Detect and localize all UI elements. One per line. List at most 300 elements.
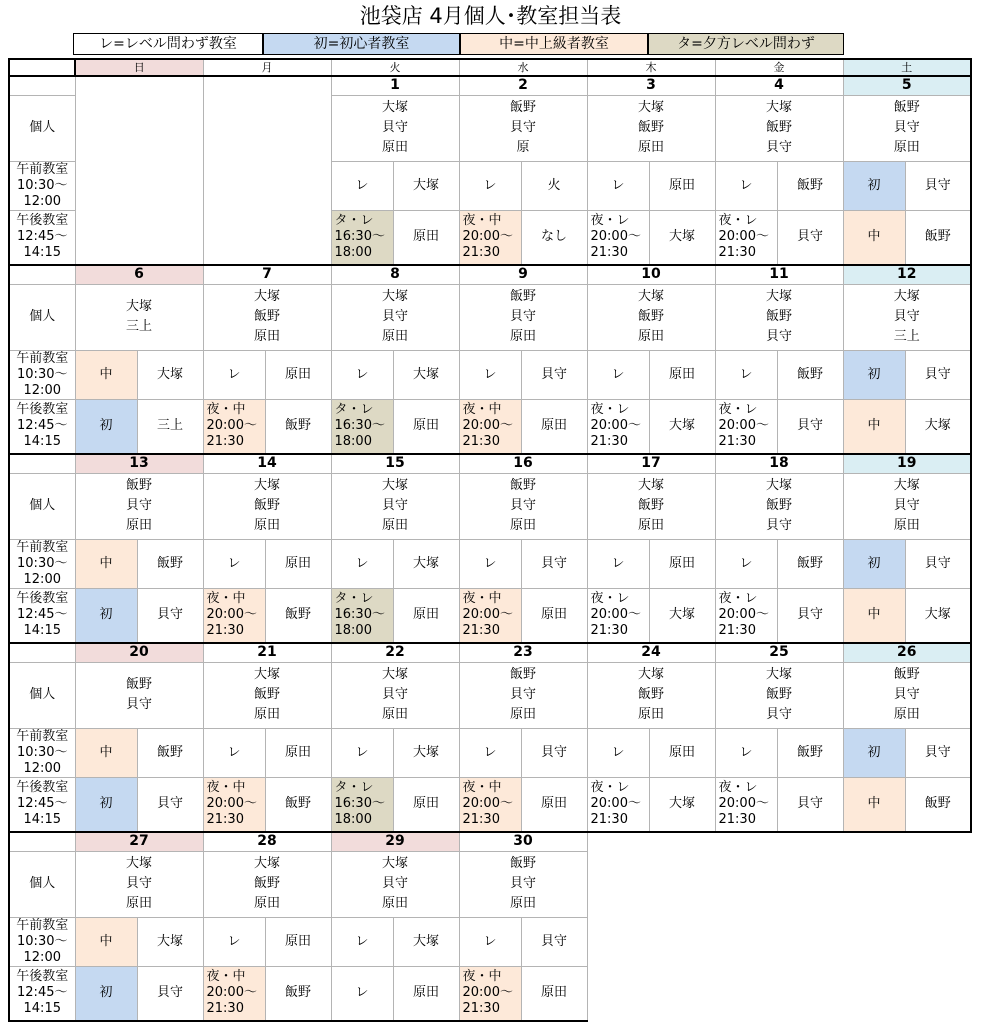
am-class-teacher: 大塚 — [137, 917, 203, 966]
date-number: 28 — [203, 832, 331, 851]
text-line: 原田 — [381, 518, 408, 533]
label-pm-time2: 14:15 — [23, 245, 61, 261]
text-line: 大塚 — [765, 289, 792, 304]
am-class-code: 初 — [843, 161, 905, 210]
week-5-numrow — [9, 832, 971, 851]
pm-class-teacher: 大塚 — [649, 588, 715, 643]
pm-class-teacher: 三上 — [137, 399, 203, 454]
label-pm-time2: 14:15 — [23, 1001, 61, 1017]
am-class-code: レ — [459, 728, 521, 777]
text-line: 夜・レ — [718, 591, 758, 607]
label-am-time1: 10:30～ — [17, 177, 68, 193]
pm-class-teacher: 原田 — [521, 399, 587, 454]
text-line: 貝守 — [765, 518, 792, 533]
weekday-header-row — [9, 59, 971, 76]
am-class-teacher: 原田 — [265, 917, 331, 966]
pm-class-teacher: 大塚 — [649, 777, 715, 832]
am-class-teacher: 飯野 — [777, 350, 843, 399]
week-5-pmrow — [9, 966, 971, 1021]
am-class-code: 初 — [843, 728, 905, 777]
empty-cell — [843, 917, 971, 966]
date-number: 27 — [75, 832, 203, 851]
personal-staff — [331, 95, 459, 161]
date-number: 18 — [715, 454, 843, 473]
text-line: 夜・中 — [206, 780, 246, 796]
text-line: 貝守 — [765, 707, 792, 722]
date-number: 5 — [843, 76, 971, 95]
personal-staff — [715, 662, 843, 728]
am-class-teacher: 大塚 — [393, 917, 459, 966]
text-line: 大塚 — [765, 100, 792, 115]
text-line: 原田 — [637, 707, 664, 722]
label-personal: 個人 — [9, 851, 75, 917]
text-line: 21:30 — [462, 1001, 500, 1017]
am-class-teacher: 貝守 — [905, 350, 971, 399]
empty-cell — [715, 966, 843, 1021]
label-am-time1: 10:30～ — [17, 366, 68, 382]
pm-class-teacher: 飯野 — [265, 777, 331, 832]
am-class-code: レ — [203, 917, 265, 966]
empty-cell — [587, 851, 715, 917]
date-number: 15 — [331, 454, 459, 473]
text-line: 夜・中 — [206, 402, 246, 418]
personal-staff — [203, 851, 331, 917]
am-class-teacher: 原田 — [265, 728, 331, 777]
text-line: 貝守 — [893, 498, 920, 513]
am-class-teacher: 大塚 — [137, 350, 203, 399]
text-line: 大塚 — [637, 478, 664, 493]
text-line: 飯野 — [637, 687, 664, 702]
personal-staff — [75, 662, 203, 728]
label-am-time2: 12:00 — [23, 760, 61, 776]
am-class-teacher: 貝守 — [521, 728, 587, 777]
week-2-perrow — [9, 284, 971, 350]
am-class-code: 初 — [843, 539, 905, 588]
text-line: 20:00～ — [718, 796, 769, 812]
pm-class-teacher: 原田 — [521, 588, 587, 643]
text-line: 21:30 — [718, 245, 756, 261]
legend-beginner: 初=初心者教室 — [263, 33, 460, 55]
text-line: 大塚 — [893, 289, 920, 304]
label-pm-title: 午後教室 — [16, 213, 69, 229]
label-am-time2: 12:00 — [23, 949, 61, 965]
text-line: 大塚 — [637, 667, 664, 682]
label-am-title: 午前教室 — [16, 161, 69, 177]
empty-cell — [843, 966, 971, 1021]
empty-day-cell — [203, 76, 331, 265]
text-line: 飯野 — [765, 309, 792, 324]
text-line: 原田 — [637, 329, 664, 344]
am-class-code: レ — [715, 539, 777, 588]
text-line: 原田 — [253, 518, 280, 533]
pm-class-code — [459, 399, 521, 454]
text-line: 大塚 — [893, 478, 920, 493]
text-line: 夜・中 — [462, 969, 502, 985]
text-line: 原田 — [509, 896, 536, 911]
date-number: 4 — [715, 76, 843, 95]
weekday-mon: 月 — [203, 59, 331, 76]
pm-class-teacher: 貝守 — [777, 777, 843, 832]
week-1-numrow — [9, 76, 971, 95]
am-class-code: レ — [459, 539, 521, 588]
text-line: 21:30 — [462, 245, 500, 261]
text-line: 16:30～ — [334, 418, 385, 434]
text-line: 飯野 — [637, 309, 664, 324]
text-line: 大塚 — [253, 289, 280, 304]
text-line: 原田 — [253, 707, 280, 722]
date-number: 19 — [843, 454, 971, 473]
text-line: 飯野 — [253, 876, 280, 891]
weekday-wed: 水 — [459, 59, 587, 76]
schedule-table — [8, 58, 972, 1022]
pm-class-code — [715, 777, 777, 832]
date-number: 13 — [75, 454, 203, 473]
text-line: 貝守 — [893, 687, 920, 702]
label-blank — [9, 76, 75, 95]
label-am-class — [9, 161, 75, 210]
label-am-time2: 12:00 — [23, 571, 61, 587]
pm-class-code — [459, 588, 521, 643]
text-line: 貝守 — [381, 876, 408, 891]
text-line: 21:30 — [590, 245, 628, 261]
am-class-teacher: 原田 — [649, 161, 715, 210]
personal-staff — [459, 284, 587, 350]
pm-class-code: レ — [331, 966, 393, 1021]
am-class-teacher: 飯野 — [137, 728, 203, 777]
text-line: 21:30 — [718, 623, 756, 639]
label-pm-time2: 14:15 — [23, 434, 61, 450]
text-line: 夜・レ — [718, 213, 758, 229]
pm-class-teacher: 原田 — [521, 777, 587, 832]
text-line: 原田 — [637, 140, 664, 155]
date-number: 23 — [459, 643, 587, 662]
text-line: 貝守 — [765, 140, 792, 155]
label-am-title: 午前教室 — [16, 728, 69, 744]
label-am-time1: 10:30～ — [17, 933, 68, 949]
text-line: 飯野 — [765, 687, 792, 702]
text-line: 原田 — [381, 329, 408, 344]
text-line: 原田 — [381, 140, 408, 155]
text-line: 20:00～ — [206, 796, 257, 812]
pm-class-teacher: 原田 — [393, 966, 459, 1021]
text-line: 夜・中 — [206, 591, 246, 607]
text-line: 飯野 — [509, 100, 536, 115]
weekday-tue: 火 — [331, 59, 459, 76]
pm-class-teacher: 原田 — [393, 399, 459, 454]
label-pm-time1: 12:45～ — [17, 796, 68, 812]
am-class-teacher: 原田 — [649, 350, 715, 399]
personal-staff — [75, 473, 203, 539]
label-pm-class — [9, 210, 75, 265]
text-line: 20:00～ — [590, 229, 641, 245]
am-class-code: レ — [203, 350, 265, 399]
pm-class-teacher: 原田 — [521, 966, 587, 1021]
pm-class-code — [715, 210, 777, 265]
am-class-code: 中 — [75, 350, 137, 399]
label-pm-title: 午後教室 — [16, 969, 69, 985]
am-class-teacher: 飯野 — [137, 539, 203, 588]
text-line: 飯野 — [765, 498, 792, 513]
am-class-code: レ — [203, 728, 265, 777]
text-line: 大塚 — [637, 100, 664, 115]
text-line: 大塚 — [381, 667, 408, 682]
label-personal: 個人 — [9, 473, 75, 539]
pm-class-code — [459, 966, 521, 1021]
text-line: 原田 — [893, 140, 920, 155]
label-blank — [9, 265, 75, 284]
am-class-teacher: 大塚 — [393, 728, 459, 777]
label-am-title: 午前教室 — [16, 539, 69, 555]
pm-class-teacher: 原田 — [393, 777, 459, 832]
week-5-amrow — [9, 917, 971, 966]
text-line: 飯野 — [765, 120, 792, 135]
pm-class-teacher: 貝守 — [777, 399, 843, 454]
am-class-teacher: 大塚 — [393, 350, 459, 399]
text-line: 飯野 — [509, 289, 536, 304]
pm-class-code — [587, 777, 649, 832]
pm-class-teacher: 貝守 — [777, 210, 843, 265]
am-class-code: レ — [587, 350, 649, 399]
text-line: 大塚 — [765, 478, 792, 493]
label-blank — [9, 643, 75, 662]
text-line: 20:00～ — [462, 229, 513, 245]
am-class-teacher: 大塚 — [393, 161, 459, 210]
text-line: 大塚 — [253, 667, 280, 682]
pm-class-code — [203, 777, 265, 832]
am-class-code: レ — [459, 161, 521, 210]
weekday-sat: 土 — [843, 59, 971, 76]
am-class-teacher: 貝守 — [521, 350, 587, 399]
week-4-pmrow — [9, 777, 971, 832]
am-class-code: 中 — [75, 917, 137, 966]
am-class-teacher: 原田 — [265, 539, 331, 588]
text-line: 20:00～ — [462, 985, 513, 1001]
text-line: 飯野 — [509, 856, 536, 871]
text-line: 飯野 — [253, 309, 280, 324]
text-line: 21:30 — [590, 434, 628, 450]
text-line: 20:00～ — [206, 418, 257, 434]
legend-advanced: 中=中上級者教室 — [460, 33, 648, 55]
am-class-code: レ — [715, 728, 777, 777]
week-3-numrow — [9, 454, 971, 473]
text-line: 16:30～ — [334, 607, 385, 623]
label-am-time1: 10:30～ — [17, 744, 68, 760]
text-line: 大塚 — [125, 856, 152, 871]
personal-staff — [459, 851, 587, 917]
text-line: 21:30 — [206, 434, 244, 450]
text-line: 貝守 — [509, 876, 536, 891]
am-class-code: レ — [331, 917, 393, 966]
personal-staff — [843, 95, 971, 161]
text-line: 原田 — [637, 518, 664, 533]
text-line: 20:00～ — [718, 229, 769, 245]
text-line: 貝守 — [509, 120, 536, 135]
week-4-amrow — [9, 728, 971, 777]
label-am-time1: 10:30～ — [17, 555, 68, 571]
text-line: 貝守 — [125, 498, 152, 513]
am-class-teacher: 飯野 — [777, 539, 843, 588]
text-line: 21:30 — [206, 812, 244, 828]
label-am-time2: 12:00 — [23, 382, 61, 398]
date-number: 30 — [459, 832, 587, 851]
pm-class-code: 中 — [843, 588, 905, 643]
text-line: 貝守 — [381, 120, 408, 135]
am-class-code: レ — [331, 350, 393, 399]
date-number: 6 — [75, 265, 203, 284]
label-pm-title: 午後教室 — [16, 402, 69, 418]
label-pm-title: 午後教室 — [16, 780, 69, 796]
pm-class-code — [203, 399, 265, 454]
am-class-teacher: 貝守 — [521, 539, 587, 588]
weekday-sun: 日 — [75, 59, 203, 76]
pm-class-code: 初 — [75, 966, 137, 1021]
label-am-class — [9, 917, 75, 966]
text-line: 20:00～ — [590, 607, 641, 623]
personal-staff — [331, 284, 459, 350]
pm-class-code: 初 — [75, 588, 137, 643]
text-line: 原田 — [381, 896, 408, 911]
week-2-pmrow — [9, 399, 971, 454]
text-line: 原田 — [125, 896, 152, 911]
personal-staff — [459, 473, 587, 539]
text-line: 大塚 — [253, 478, 280, 493]
text-line: 夜・中 — [462, 213, 502, 229]
label-personal: 個人 — [9, 662, 75, 728]
personal-staff — [331, 473, 459, 539]
date-number: 10 — [587, 265, 715, 284]
text-line: 夜・レ — [718, 402, 758, 418]
label-am-class — [9, 350, 75, 399]
text-line: 21:30 — [462, 812, 500, 828]
am-class-code: レ — [715, 161, 777, 210]
text-line: 原田 — [509, 329, 536, 344]
pm-class-code — [331, 399, 393, 454]
pm-class-code: 中 — [843, 777, 905, 832]
text-line: 原田 — [253, 896, 280, 911]
pm-class-teacher: 大塚 — [905, 399, 971, 454]
am-class-teacher: 貝守 — [905, 539, 971, 588]
week-2-amrow — [9, 350, 971, 399]
text-line: 20:00～ — [206, 985, 257, 1001]
empty-cell — [715, 832, 843, 851]
text-line: 原田 — [125, 518, 152, 533]
week-3-perrow — [9, 473, 971, 539]
text-line: 21:30 — [718, 812, 756, 828]
text-line: 貝守 — [125, 876, 152, 891]
text-line: 貝守 — [509, 687, 536, 702]
week-2-numrow — [9, 265, 971, 284]
text-line: 夜・レ — [590, 213, 630, 229]
date-number: 26 — [843, 643, 971, 662]
text-line: タ・レ — [334, 402, 374, 418]
label-personal: 個人 — [9, 95, 75, 161]
pm-class-code — [331, 210, 393, 265]
label-am-title: 午前教室 — [16, 917, 69, 933]
pm-class-teacher: 原田 — [393, 588, 459, 643]
pm-class-teacher: 飯野 — [265, 399, 331, 454]
label-am-time2: 12:00 — [23, 193, 61, 209]
text-line: 大塚 — [125, 299, 152, 314]
date-number: 20 — [75, 643, 203, 662]
date-number: 9 — [459, 265, 587, 284]
am-class-code: 中 — [75, 728, 137, 777]
text-line: 夜・中 — [462, 402, 502, 418]
text-line: 20:00～ — [462, 607, 513, 623]
pm-class-code — [203, 966, 265, 1021]
text-line: 原田 — [253, 329, 280, 344]
label-am-class — [9, 539, 75, 588]
personal-staff — [459, 662, 587, 728]
pm-class-code — [715, 588, 777, 643]
text-line: 21:30 — [462, 623, 500, 639]
personal-staff — [331, 851, 459, 917]
personal-staff — [843, 662, 971, 728]
text-line: 飯野 — [253, 498, 280, 513]
text-line: 大塚 — [253, 856, 280, 871]
label-pm-time1: 12:45～ — [17, 229, 68, 245]
text-line: 20:00～ — [462, 418, 513, 434]
corner-cell — [9, 59, 75, 76]
text-line: 20:00～ — [718, 607, 769, 623]
text-line: 18:00 — [334, 623, 372, 639]
pm-class-code — [587, 399, 649, 454]
label-pm-class — [9, 966, 75, 1021]
personal-staff — [715, 473, 843, 539]
text-line: 貝守 — [893, 120, 920, 135]
text-line: 20:00～ — [590, 796, 641, 812]
date-number: 25 — [715, 643, 843, 662]
label-am-title: 午前教室 — [16, 350, 69, 366]
pm-class-teacher: 大塚 — [649, 399, 715, 454]
pm-class-teacher: 原田 — [393, 210, 459, 265]
text-line: 大塚 — [637, 289, 664, 304]
label-pm-title: 午後教室 — [16, 591, 69, 607]
empty-cell — [587, 832, 715, 851]
pm-class-teacher: 貝守 — [137, 588, 203, 643]
pm-class-teacher: 飯野 — [905, 777, 971, 832]
label-pm-time1: 12:45～ — [17, 607, 68, 623]
personal-staff — [715, 95, 843, 161]
pm-class-teacher: 大塚 — [905, 588, 971, 643]
pm-class-code — [459, 777, 521, 832]
empty-day-cell — [75, 76, 203, 265]
empty-cell — [843, 832, 971, 851]
text-line: 原田 — [893, 707, 920, 722]
text-line: 21:30 — [718, 434, 756, 450]
pm-class-code — [715, 399, 777, 454]
empty-cell — [715, 851, 843, 917]
text-line: 夜・レ — [590, 780, 630, 796]
label-blank — [9, 832, 75, 851]
am-class-code: レ — [587, 161, 649, 210]
label-personal: 個人 — [9, 284, 75, 350]
label-pm-time2: 14:15 — [23, 812, 61, 828]
personal-staff — [459, 95, 587, 161]
empty-cell — [715, 917, 843, 966]
am-class-teacher: 原田 — [649, 539, 715, 588]
am-class-teacher: 貝守 — [521, 917, 587, 966]
label-pm-class — [9, 588, 75, 643]
text-line: 20:00～ — [462, 796, 513, 812]
text-line: 飯野 — [893, 100, 920, 115]
am-class-teacher: 飯野 — [777, 728, 843, 777]
pm-class-teacher: 貝守 — [137, 777, 203, 832]
text-line: 21:30 — [590, 623, 628, 639]
date-number: 2 — [459, 76, 587, 95]
pm-class-code: 初 — [75, 777, 137, 832]
pm-class-teacher: なし — [521, 210, 587, 265]
text-line: 20:00～ — [590, 418, 641, 434]
